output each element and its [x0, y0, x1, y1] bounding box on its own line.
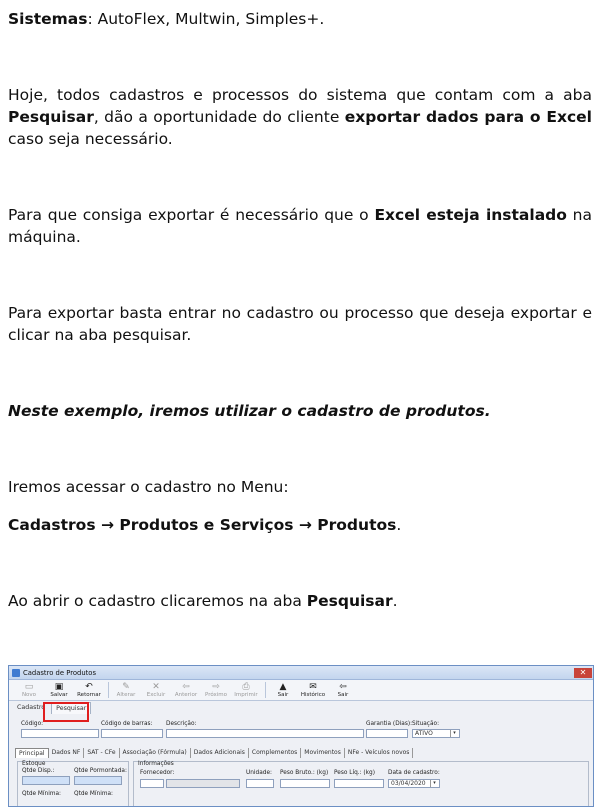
menu-path: Cadastros → Produtos e Serviços → Produtos.: [8, 516, 402, 534]
garantia-label: Garantia (Dias):: [366, 721, 413, 727]
peso-liq-input[interactable]: [334, 779, 384, 788]
save-icon: ▣: [54, 681, 64, 692]
toolbar-button-previous[interactable]: [172, 680, 200, 700]
tab-dados-adicionais[interactable]: Dados Adicionais: [191, 748, 249, 758]
new-icon: ▭: [24, 681, 34, 692]
codigo-label: Código:: [21, 721, 44, 727]
toolbar-button-label: Histórico: [300, 691, 326, 698]
qtde-pormontada-label: Qtde Pormontada:: [74, 768, 127, 774]
chevron-down-icon: ▾: [450, 730, 458, 737]
fornecedor-label: Fornecedor:: [140, 770, 175, 776]
qtde-pormontada-input[interactable]: [74, 776, 122, 785]
toolbar-button-label: Sair: [337, 691, 349, 698]
toolbar-button-label: Salvar: [50, 691, 68, 698]
unidade-label: Unidade:: [246, 770, 272, 776]
systems-paragraph: Sistemas: AutoFlex, Multwin, Simples+.: [8, 10, 325, 28]
tab-cadastro[interactable]: Cadastro: [17, 704, 46, 711]
app-icon: [12, 669, 20, 677]
estoque-title: Estoque: [22, 761, 46, 767]
window-title: Cadastro de Produtos: [23, 668, 96, 677]
peso-liq-label: Peso Líq.: (kg): [334, 770, 375, 776]
situacao-label: Situação:: [412, 721, 440, 727]
toolbar-button-history[interactable]: [299, 680, 327, 700]
toolbar-button-label: Sair: [277, 691, 289, 698]
toolbar-separator: [265, 682, 266, 698]
pesquisar-highlight-box: [43, 702, 89, 722]
toolbar-button-label: Excluir: [146, 691, 166, 698]
previous-icon: ⇦: [182, 681, 190, 692]
tab-movimentos[interactable]: Movimentos: [301, 748, 345, 758]
codigo-input[interactable]: [21, 729, 99, 738]
toolbar-button-label: Próximo: [204, 691, 228, 698]
instructions-paragraph: Para exportar basta entrar no cadastro ou processo que deseja exportar e clicar na aba pesquisar.: [8, 304, 592, 344]
data-cadastro-label: Data de cadastro:: [388, 770, 440, 776]
window-titlebar: [9, 666, 593, 680]
intro-paragraph: Hoje, todos cadastros e processos do sistema que contam com a aba Pesquisar, dão a oportunidade do cliente exportar dados para o Excel caso seja necessário.: [8, 86, 592, 148]
next-icon: ⇨: [212, 681, 220, 692]
descricao-input[interactable]: [166, 729, 364, 738]
tab-nfe-ve-culos-novos[interactable]: NFe - Veículos novos: [345, 748, 414, 758]
toolbar-button-save[interactable]: [45, 680, 73, 700]
toolbar-button-label: Retornar: [77, 691, 101, 698]
window-toolbar: [9, 680, 593, 701]
toolbar-button-label: Alterar: [116, 691, 136, 698]
requirement-paragraph: Para que consiga exportar é necessário que o Excel esteja instalado na máquina.: [8, 206, 592, 246]
garantia-input[interactable]: [366, 729, 408, 738]
peso-bruto-input[interactable]: [280, 779, 330, 788]
tab-associa-o-f-rmula-[interactable]: Associação (Fórmula): [120, 748, 191, 758]
toolbar-button-next[interactable]: [202, 680, 230, 700]
toolbar-button-print[interactable]: [232, 680, 260, 700]
toolbar-button-exit[interactable]: [329, 680, 357, 700]
peso-bruto-label: Peso Bruto.: (kg): [280, 770, 329, 776]
tab-principal[interactable]: Principal: [15, 748, 49, 758]
situacao-select[interactable]: ATIVO ▾: [412, 729, 460, 738]
close-icon[interactable]: ✕: [574, 668, 592, 678]
edit-icon: ✎: [122, 681, 130, 692]
tab-sat-cfe[interactable]: SAT - CFe: [84, 748, 119, 758]
example-paragraph: Neste exemplo, iremos utilizar o cadastro de produtos.: [8, 402, 491, 420]
informacoes-group: [133, 761, 589, 807]
toolbar-button-delete[interactable]: [142, 680, 170, 700]
codigo-barras-input[interactable]: [101, 729, 163, 738]
tab-dados-nf[interactable]: Dados NF: [49, 748, 85, 758]
fornecedor-name-input[interactable]: [166, 779, 240, 788]
descricao-label: Descrição:: [166, 721, 197, 727]
qtde-maxima-label: Qtde Mínima:: [74, 791, 113, 797]
fornecedor-code-input[interactable]: [140, 779, 164, 788]
informacoes-title: Informações: [138, 761, 174, 767]
menu-access-paragraph: Iremos acessar o cadastro no Menu:: [8, 478, 289, 496]
product-register-window-screenshot: [8, 665, 594, 807]
codigo-barras-label: Código de barras:: [101, 721, 153, 727]
tab-pesquisar[interactable]: Pesquisar: [51, 702, 91, 714]
data-cadastro-input[interactable]: 03/04/2020 ▾: [388, 779, 440, 788]
qtde-minima-label: Qtde Mínima:: [22, 791, 61, 797]
toolbar-button-edit[interactable]: [112, 680, 140, 700]
exit-icon: ⇦: [339, 681, 347, 692]
undo-icon: ↶: [85, 681, 93, 692]
main-tabs: [15, 748, 413, 758]
toolbar-button-sac[interactable]: [269, 680, 297, 700]
toolbar-button-new[interactable]: [15, 680, 43, 700]
unidade-input[interactable]: [246, 779, 274, 788]
history-icon: ✉: [309, 681, 317, 692]
print-icon: ⎙: [242, 681, 250, 692]
calendar-dropdown-icon[interactable]: ▾: [430, 780, 438, 787]
toolbar-button-label: Anterior: [174, 691, 198, 698]
toolbar-separator: [108, 682, 109, 698]
tab-complementos[interactable]: Complementos: [249, 748, 301, 758]
estoque-group: [17, 761, 129, 807]
toolbar-button-undo[interactable]: [75, 680, 103, 700]
qtde-disp-label: Qtde Disp.:: [22, 768, 55, 774]
toolbar-button-label: Imprimir: [234, 691, 258, 698]
toolbar-button-label: Novo: [21, 691, 37, 698]
open-register-paragraph: Ao abrir o cadastro clicaremos na aba Pesquisar.: [8, 592, 398, 610]
qtde-disp-input[interactable]: [22, 776, 70, 785]
delete-icon: ✕: [152, 681, 160, 692]
sac-icon: ▲: [279, 681, 287, 692]
